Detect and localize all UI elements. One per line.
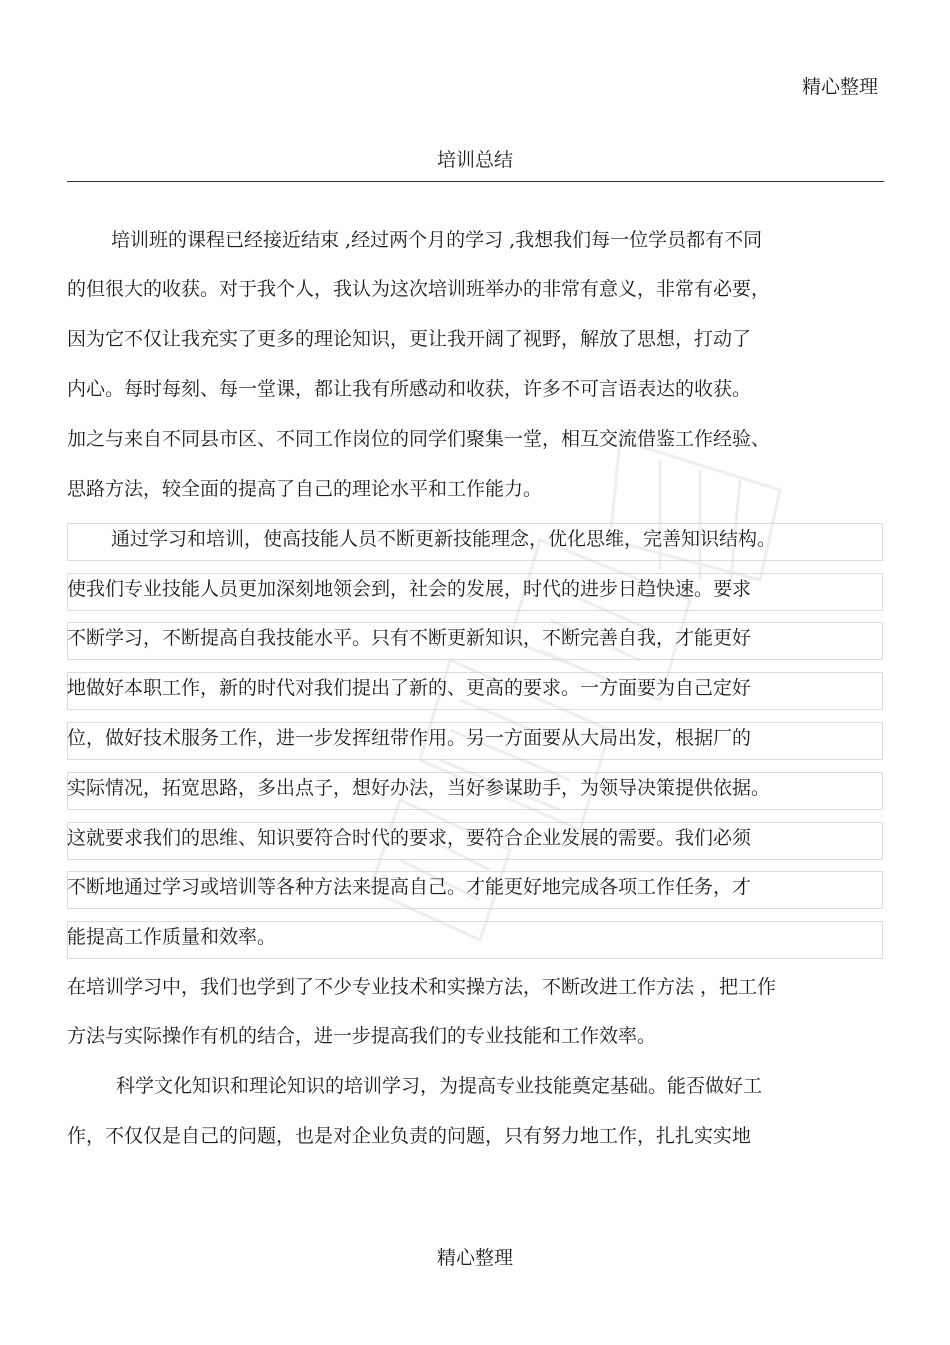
paragraph-line: 内心。每时每刻、每一堂课，都让我有所感动和收获，许多不可言语表达的收获。 <box>67 378 752 400</box>
paragraph-line: 作，不仅仅是自己的问题，也是对企业负责的问题，只有努力地工作，扎扎实实地 <box>67 1125 752 1147</box>
footer-label: 精心整理 <box>436 1247 513 1269</box>
paragraph-line: 地做好本职工作，新的时代对我们提出了新的、更高的要求。一方面要为自己定好 <box>67 677 752 699</box>
paragraph-line: 使我们专业技能人员更加深刻地领会到，社会的发展，时代的进步日趋快速。要求 <box>67 578 752 600</box>
paragraph-line: 这就要求我们的思维、知识要符合时代的要求，要符合企业发展的需要。我们必须 <box>67 827 752 849</box>
paragraph-line: 实际情况，拓宽思路，多出点子，想好办法，当好参谋助手，为领导决策提供依据。 <box>67 777 771 799</box>
paragraph-line: 能提高工作质量和效率。 <box>67 926 277 948</box>
paragraph-line: 不断地通过学习或培训等各种方法来提高自己。才能更好地完成各项工作任务，才 <box>67 876 752 898</box>
paragraph-line: 方法与实际操作有机的结合，进一步提高我们的专业技能和工作效率。 <box>67 1025 657 1047</box>
paragraph-line: 在培训学习中，我们也学到了不少专业技术和实操方法，不断改进工作方法 ，把工作 <box>67 976 777 998</box>
document-title: 培训总结 <box>436 149 513 171</box>
title-divider <box>67 181 884 182</box>
paragraph-line: 的但很大的收获。对于我个人，我认为这次培训班举办的非常有意义，非常有必要， <box>67 278 771 300</box>
paragraph-line: 思路方法，较全面的提高了自己的理论水平和工作能力。 <box>67 478 543 500</box>
header-label: 精心整理 <box>801 76 878 98</box>
paragraph-line: 不断学习，不断提高自我技能水平。只有不断更新知识，不断完善自我，才能更好 <box>67 627 752 649</box>
paragraph-line: 培训班的课程已经接近结束 ,经过两个月的学习 ,我想我们每一位学员都有不同 <box>111 229 763 251</box>
paragraph-line: 因为它不仅让我充实了更多的理论知识，更让我开阔了视野，解放了思想，打动了 <box>67 328 752 350</box>
paragraph-line: 位，做好技术服务工作，进一步发挥纽带作用。另一方面要从大局出发，根据厂的 <box>67 727 752 749</box>
paragraph-line: 加之与来自不同县市区、不同工作岗位的同学们聚集一堂，相互交流借鉴工作经验、 <box>67 428 771 450</box>
paragraph-line: 通过学习和培训，使高技能人员不断更新技能理念，优化思维，完善知识结构。 <box>111 528 777 550</box>
paragraph-line: 科学文化知识和理论知识的培训学习，为提高专业技能奠定基础。能否做好工 <box>116 1075 763 1097</box>
